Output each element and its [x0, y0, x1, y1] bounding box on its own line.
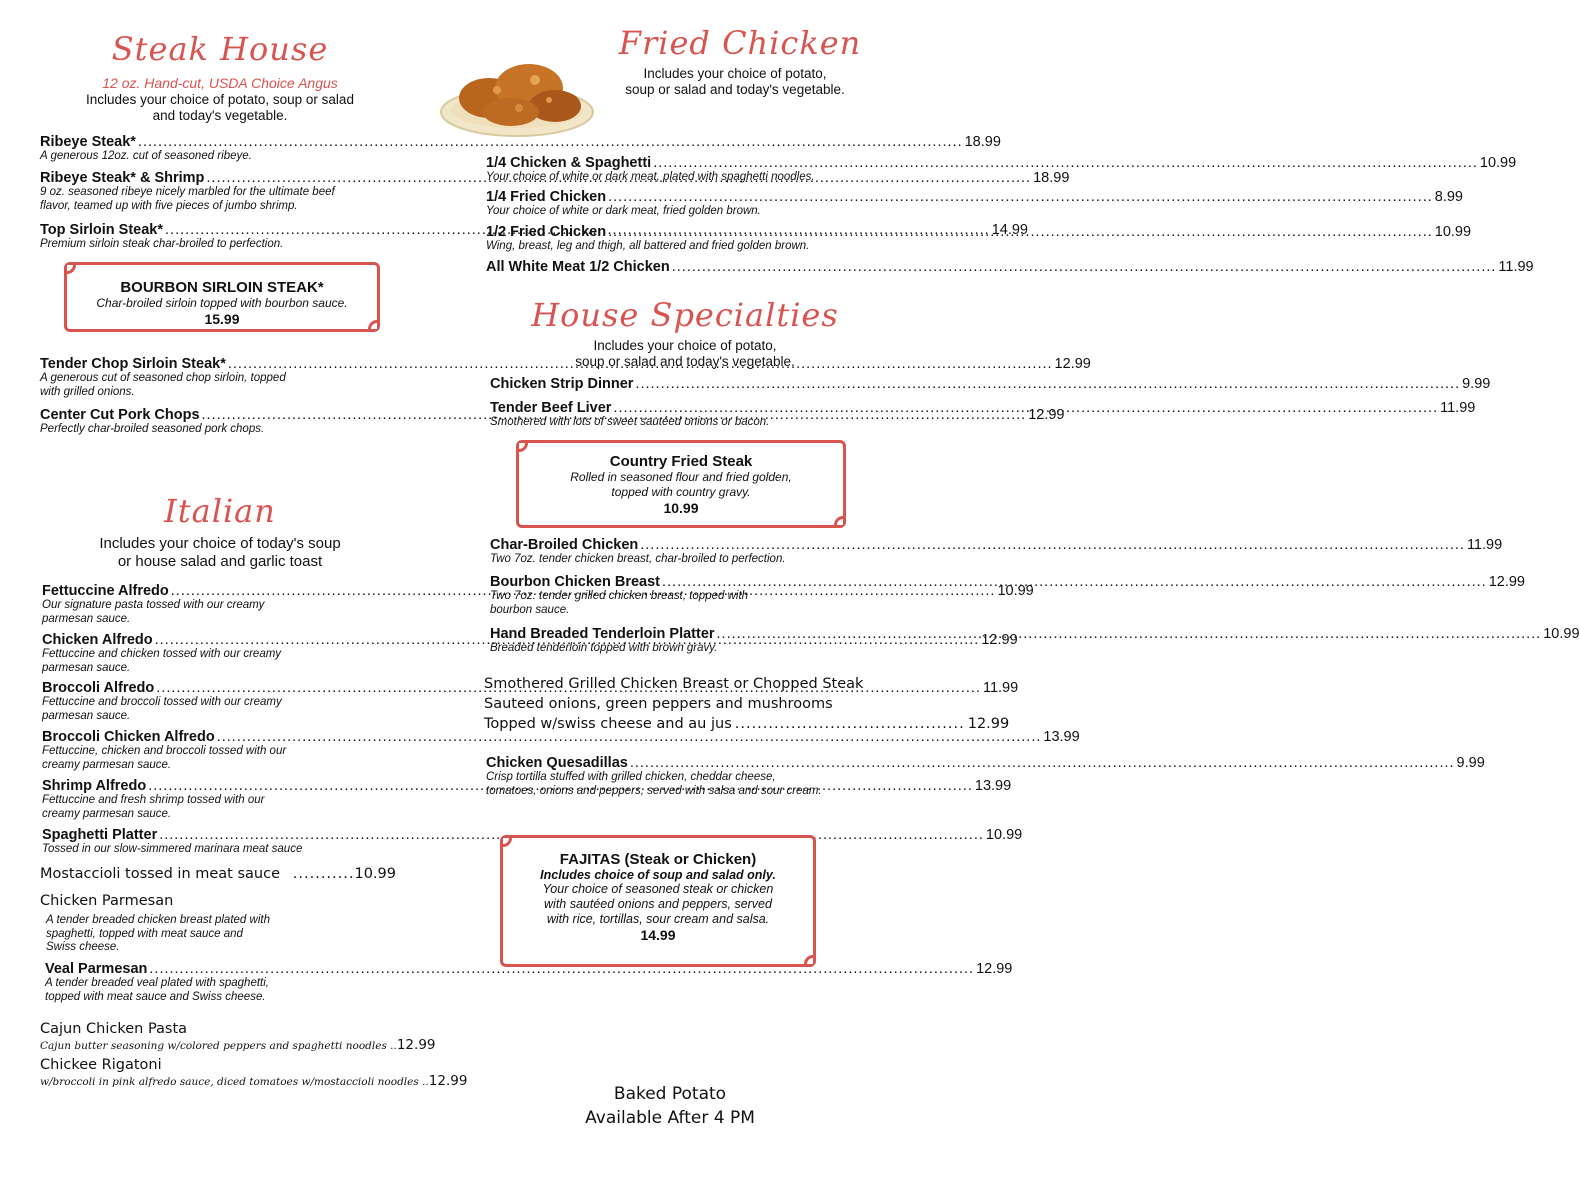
item-name: Tender Chop Sirloin Steak*	[40, 356, 226, 372]
feature-box-country-fried-steak	[516, 440, 846, 528]
item-name: Char-Broiled Chicken	[490, 537, 639, 553]
item-name: Chicken Strip Dinner	[490, 376, 634, 392]
italian-intro-line2: or house salad and garlic toast	[117, 553, 323, 570]
menu-item-cajun	[40, 1021, 460, 1053]
feature-price: 14.99	[640, 927, 676, 943]
item-desc: Two 7oz. tender chicken breast, char-broiled to perfection.	[490, 553, 786, 565]
feature-desc: with rice, tortillas, sour cream and salsa.	[546, 912, 770, 926]
item-price: 13.99	[1043, 729, 1080, 745]
item-desc: Fettuccine, chicken and broccoli tossed with our	[42, 745, 287, 757]
item-name: Fettuccine Alfredo	[42, 583, 169, 599]
house-specialties-intro	[545, 338, 825, 370]
item-name: Spaghetti Platter	[42, 827, 158, 843]
item-name: Tender Beef Liver	[490, 400, 612, 416]
feature-desc: Your choice of seasoned steak or chicken	[542, 882, 774, 896]
feature-title: Country Fried Steak	[609, 453, 753, 470]
house-specialties-title: House Specialties	[531, 296, 839, 334]
menu-item-smothered: Smothered Grilled Chicken Breast or Chopped Steak Sauteed onions, green peppers and mushrooms Topped w/swiss cheese and au jus ......................................... 12.99	[484, 676, 1010, 732]
item-price: 10.99	[997, 583, 1034, 599]
item-name: Chickee Rigatoni	[40, 1057, 162, 1073]
steak-house-subtitle: 12 oz. Hand-cut, USDA Choice Angus	[102, 75, 338, 91]
menu-item	[486, 259, 1534, 275]
item-price: 12.99	[1054, 356, 1091, 372]
footer-line2: Available After 4 PM	[585, 1108, 755, 1128]
item-price: 10.99	[985, 827, 1023, 843]
item-name: 1/4 Fried Chicken	[486, 189, 607, 205]
item-price: 10.99	[1434, 224, 1472, 240]
item-price: 12.99	[967, 716, 1010, 732]
item-price: 11.99	[1466, 537, 1503, 553]
item-price: 10.99	[1479, 155, 1517, 171]
menu-item-mostaccioli: Mostaccioli tossed in meat sauce ........... 10.99	[40, 866, 396, 882]
fried-chicken-plate-image	[437, 40, 597, 140]
feature-title: BOURBON SIRLOIN STEAK*	[120, 279, 324, 296]
fried-chicken-intro	[605, 66, 865, 98]
item-name: Center Cut Pork Chops	[40, 407, 200, 423]
item-desc: A generous 12oz. cut of seasoned ribeye.	[40, 150, 252, 162]
item-price: 14.99	[991, 222, 1028, 238]
item-price: 12.99	[1488, 574, 1525, 590]
steak-house-title: Steak House	[111, 30, 329, 68]
item-desc: Fettuccine and chicken tossed with our creamy	[42, 648, 282, 660]
item-price: 12.99	[976, 961, 1013, 977]
italian-title: Italian	[164, 492, 276, 530]
item-price: 12.99	[1028, 407, 1065, 423]
fried-chicken-title: Fried Chicken	[618, 24, 862, 62]
item-desc: Your choice of white or dark meat, fried golden brown.	[486, 205, 761, 217]
item-desc: Your choice of white or dark meat, plated with spaghetti noodles.	[486, 171, 815, 183]
item-desc: with grilled onions.	[40, 385, 135, 398]
item-desc: A tender breaded veal plated with spaghetti,	[45, 977, 269, 989]
menu-item-veal-parmesan	[45, 961, 1013, 1004]
item-desc: Our signature pasta tossed with our creamy	[42, 599, 265, 611]
item-name: Chicken Quesadillas	[486, 755, 628, 771]
item-name: Hand Breaded Tenderloin Platter	[490, 626, 715, 642]
feature-price: 10.99	[663, 500, 699, 516]
item-name: Bourbon Chicken Breast	[490, 574, 660, 590]
item-desc: Fettuccine and fresh shrimp tossed with our	[42, 794, 265, 806]
menu-item	[490, 376, 1491, 392]
item-name: Chicken Parmesan	[40, 893, 174, 909]
item-price: 10.99	[1543, 626, 1580, 642]
feature-note: Includes choice of soup and salad only.	[540, 868, 776, 882]
item-price: 9.99	[1462, 376, 1491, 392]
steak-house-intro	[50, 92, 390, 124]
item-desc: tomatoes, onions and peppers, served with salsa and sour cream.	[486, 784, 822, 797]
item-desc: Fettuccine and broccoli tossed with our creamy	[42, 696, 282, 708]
menu-item-chicken-parmesan	[40, 893, 396, 955]
fried-intro-line1: Includes your choice of potato,	[643, 66, 827, 81]
smothered-line1: Smothered Grilled Chicken Breast or Chopped Steak	[484, 676, 864, 692]
footer-line1: Baked Potato	[613, 1084, 727, 1104]
item-desc: Tossed in our slow-simmered marinara meat sauce	[42, 843, 303, 855]
feature-price: 15.99	[204, 311, 240, 327]
item-desc: Swiss cheese.	[46, 941, 120, 953]
house-intro-line1: Includes your choice of potato,	[593, 338, 777, 353]
item-desc: parmesan sauce.	[42, 661, 131, 674]
item-name: 1/4 Chicken & Spaghetti	[486, 155, 652, 171]
item-desc: creamy parmesan sauce.	[42, 807, 172, 820]
menu-item-rigatoni	[40, 1057, 500, 1089]
item-name: Ribeye Steak* & Shrimp	[40, 170, 205, 186]
item-price: 12.99	[428, 1073, 468, 1089]
item-name: All White Meat 1/2 Chicken	[486, 259, 670, 275]
item-name: Ribeye Steak*	[40, 134, 136, 150]
item-price: 13.99	[974, 778, 1012, 794]
item-desc: parmesan sauce.	[42, 612, 131, 625]
italian-intro	[50, 535, 390, 571]
item-name: Broccoli Alfredo	[42, 680, 155, 696]
item-desc: A tender breaded chicken breast plated with	[46, 914, 270, 926]
item-desc: Perfectly char-broiled seasoned pork chops.	[40, 423, 265, 435]
fried-chicken-icon	[437, 40, 597, 140]
feature-title: FAJITAS (Steak or Chicken)	[559, 851, 757, 868]
feature-box-bourbon-sirloin	[64, 262, 380, 332]
item-price: 12.99	[396, 1037, 436, 1053]
feature-box-fajitas	[500, 835, 816, 967]
item-desc: w/broccoli in pink alfredo sauce, diced tomatoes w/mostaccioli noodles ..	[40, 1076, 429, 1088]
item-desc: topped with meat sauce and Swiss cheese.	[45, 990, 266, 1003]
steak-intro-line2: and today's vegetable.	[152, 108, 288, 123]
item-desc: bourbon sauce.	[490, 603, 570, 616]
feature-desc: with sautéed onions and peppers, served	[544, 897, 772, 911]
item-price: 12.99	[981, 632, 1018, 648]
item-name: Top Sirloin Steak*	[40, 222, 164, 238]
smothered-line2: Sauteed onions, green peppers and mushrooms	[484, 696, 833, 712]
steak-intro-line1: Includes your choice of potato, soup or salad	[86, 92, 354, 107]
item-desc: Premium sirloin steak char-broiled to perfection.	[40, 238, 284, 250]
item-desc: parmesan sauce.	[42, 709, 131, 722]
item-desc: Two 7oz. tender grilled chicken breast, topped with	[490, 590, 749, 602]
item-name: Shrimp Alfredo	[42, 778, 147, 794]
item-price: 18.99	[1033, 170, 1070, 186]
item-price: 11.99	[982, 680, 1019, 696]
item-desc: 9 oz. seasoned ribeye nicely marbled for the ultimate beef	[40, 186, 335, 198]
fried-intro-line2: soup or salad and today's vegetable.	[625, 82, 845, 97]
smothered-line3: Topped w/swiss cheese and au jus	[484, 716, 732, 732]
menu-item	[42, 827, 1023, 857]
item-desc: spaghetti, topped with meat sauce and	[46, 927, 243, 940]
item-desc: flavor, teamed up with five pieces of jumbo shrimp.	[40, 199, 298, 212]
item-price: 18.99	[964, 134, 1001, 150]
item-price: 11.99	[1440, 400, 1476, 416]
item-price: 9.99	[1456, 755, 1485, 771]
item-price: 11.99	[1498, 259, 1534, 275]
feature-desc: topped with country gravy.	[611, 485, 751, 499]
feature-desc: Rolled in seasoned flour and fried golden,	[570, 470, 792, 484]
item-desc: Breaded tenderloin topped with brown gravy.	[490, 642, 718, 654]
menu-item	[490, 537, 1503, 567]
item-name: 1/2 Fried Chicken	[486, 224, 607, 240]
item-desc: Cajun butter seasoning w/colored peppers and spaghetti noodles ..	[40, 1040, 397, 1052]
feature-desc: Char-broiled sirloin topped with bourbon sauce.	[96, 296, 348, 310]
item-name: Cajun Chicken Pasta	[40, 1021, 188, 1037]
item-price: 8.99	[1434, 189, 1463, 205]
item-price: 10.99	[354, 866, 396, 882]
italian-intro-line1: Includes your choice of today's soup	[99, 535, 341, 552]
item-name: Mostaccioli tossed in meat sauce	[40, 866, 280, 882]
menu-item	[486, 189, 1463, 219]
item-desc: Wing, breast, leg and thigh, all battered and fried golden brown.	[486, 240, 810, 252]
item-name: Chicken Alfredo	[42, 632, 153, 648]
house-intro-line2: soup or salad and today's vegetable.	[575, 354, 795, 369]
item-desc: Smothered with lots of sweet sautéed onions or bacon.	[490, 416, 770, 428]
item-desc: creamy parmesan sauce.	[42, 758, 172, 771]
item-desc: A generous cut of seasoned chop sirloin, topped	[40, 372, 286, 384]
item-desc: Crisp tortilla stuffed with grilled chicken, cheddar cheese,	[486, 771, 776, 783]
item-name: Veal Parmesan	[45, 961, 148, 977]
item-name: Broccoli Chicken Alfredo	[42, 729, 215, 745]
footer-note	[560, 1082, 780, 1130]
